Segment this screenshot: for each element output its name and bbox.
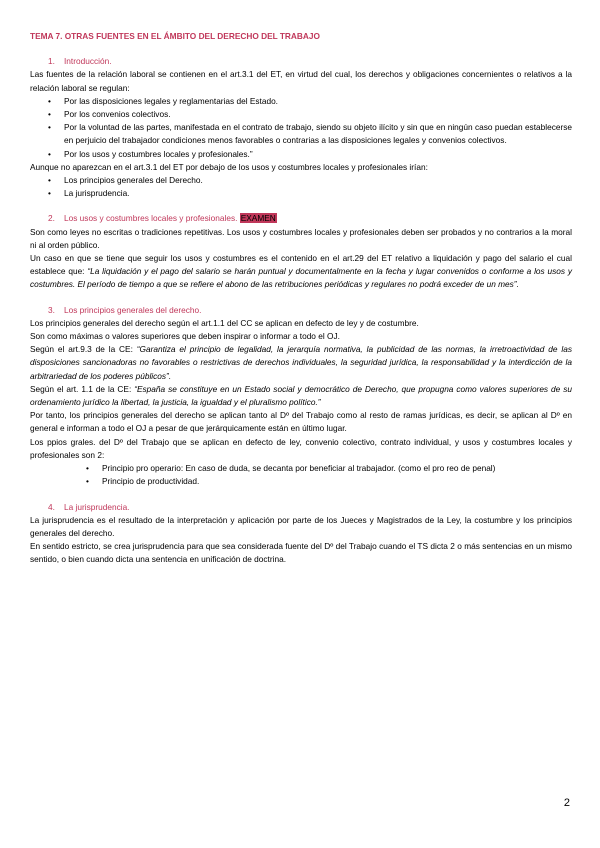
paragraph: Por tanto, los principios generales del derecho se aplican tanto al Dº del Trabajo como al resto de ramas jurídicas, es decir, se aplican al Dº en general e informan a todo el OJ a pesar de que jerárquicamente están en último lugar.	[30, 410, 572, 434]
bullet-list	[30, 174, 572, 200]
paragraph: Las fuentes de la relación laboral se contienen en el art.3.1 del ET, en virtud del cual, los derechos y obligaciones concernientes o relativos a la relación laboral se regulan:	[30, 69, 572, 93]
section-title: Introducción.	[64, 56, 112, 67]
list-item: • Por las disposiciones legales y reglamentarias del Estado.	[30, 95, 572, 108]
section-number: 2.	[48, 213, 55, 224]
paragraph: La jurisprudencia es el resultado de la interpretación y aplicación por parte de los Jueces y Magistrados de la Ley, la costumbre y los principios generales del derecho.	[30, 514, 572, 538]
list-item: • Los principios generales del Derecho.	[30, 174, 572, 187]
section-title: Los principios generales del derecho.	[64, 304, 202, 315]
bullet-list	[30, 95, 572, 161]
document-title: TEMA 7. OTRAS FUENTES EN EL ÁMBITO DEL DERECHO DEL TRABAJO	[30, 31, 320, 41]
paragraph: Los ppios grales. del Dº del Trabajo que se aplican en defecto de ley, convenio colectivo, contrato individual, y usos y costumbres locales y profesionales son 2:	[30, 436, 572, 460]
paragraph: Los principios generales del derecho según el art.1.1 del CC se aplican en defecto de ley y de costumbre.	[30, 317, 419, 328]
list-item: • La jurisprudencia.	[30, 187, 572, 200]
section-3-heading	[48, 304, 572, 317]
quote-text: “La liquidación y el pago del salario se harán puntual y documentalmente en la fecha y lugar convenidos o conforme a los usos y costumbres. El período de tiempo a que se refiere el abono de las retribuciones periódicas y regulares no podrá exceder de un mes”.	[30, 266, 572, 290]
paragraph	[30, 383, 572, 409]
paragraph: Son como máximas o valores superiores que deben inspirar o informar a todo el OJ.	[30, 331, 340, 342]
paragraph-text: Según el art. 1.1 de la CE:	[30, 383, 132, 394]
document-page	[30, 30, 572, 567]
section-title: Los usos y costumbres locales y profesionales.	[64, 213, 238, 224]
section-title: La jurisprudencia.	[64, 501, 130, 512]
section-number: 3.	[48, 304, 55, 315]
exam-badge: EXAMEN	[240, 213, 276, 224]
section-4-heading	[48, 501, 572, 514]
paragraph-text: Un caso en que se tiene que seguir los usos y costumbres es el contenido en el art.29 del ET relativo a liquidación y pago del salario el cual establece que:	[30, 253, 572, 277]
section-2-heading	[48, 212, 572, 225]
quote-text: “España se constituye en un Estado social y democrático de Derecho, que propugna como valores superiores de su ordenamiento jurídico la libertad, la justicia, la igualdad y el pluralismo político.”	[30, 383, 572, 408]
paragraph	[30, 343, 572, 383]
page-number: 2	[563, 797, 570, 809]
list-item: • Por los convenios colectivos.	[30, 108, 572, 121]
list-item: • Por la voluntad de las partes, manifestada en el contrato de trabajo, siendo su objeto ilícito y sin que en ningún caso puedan establecerse en perjuicio del trabajador condiciones menos favorables o contrarias a las disposiciones legales y convenios colectivos.	[30, 121, 572, 147]
list-item: • Principio pro operario: En caso de duda, se decanta por beneficiar al trabajador. (como el pro reo de penal)	[30, 462, 572, 475]
quote-text: “Garantiza el principio de legalidad, la jerarquía normativa, la publicidad de las normas, la irretroactividad de las disposiciones sancionadoras no favorables o restrictivas de derechos individuales, la seguridad jurídica, la responsabilidad y la interdicción de la arbitrariedad de los poderes públicos”.	[30, 344, 573, 381]
paragraph: Son como leyes no escritas o tradiciones repetitivas. Los usos y costumbres locales y profesionales deben ser probados y no contrarios a la moral ni al orden público.	[30, 226, 572, 250]
section-number: 4.	[48, 501, 55, 512]
paragraph	[30, 252, 572, 292]
section-1-heading	[48, 55, 572, 68]
list-item: • Principio de productividad.	[30, 475, 572, 488]
paragraph: En sentido estricto, se crea jurisprudencia para que sea considerada fuente del Dº del Trabajo cuando el TS dicta 2 o más sentencias en un mismo sentido, o bien cuando dicta una sentencia en unificación de doctrina.	[30, 541, 572, 565]
list-item: • Por los usos y costumbres locales y profesionales.”	[30, 148, 572, 161]
paragraph-text: Según el art.9.3 de la CE:	[30, 344, 133, 355]
paragraph: Aunque no aparezcan en el art.3.1 del ET por debajo de los usos y costumbres locales y profesionales irían:	[30, 161, 428, 172]
section-number: 1.	[48, 56, 55, 67]
bullet-list	[30, 462, 572, 488]
